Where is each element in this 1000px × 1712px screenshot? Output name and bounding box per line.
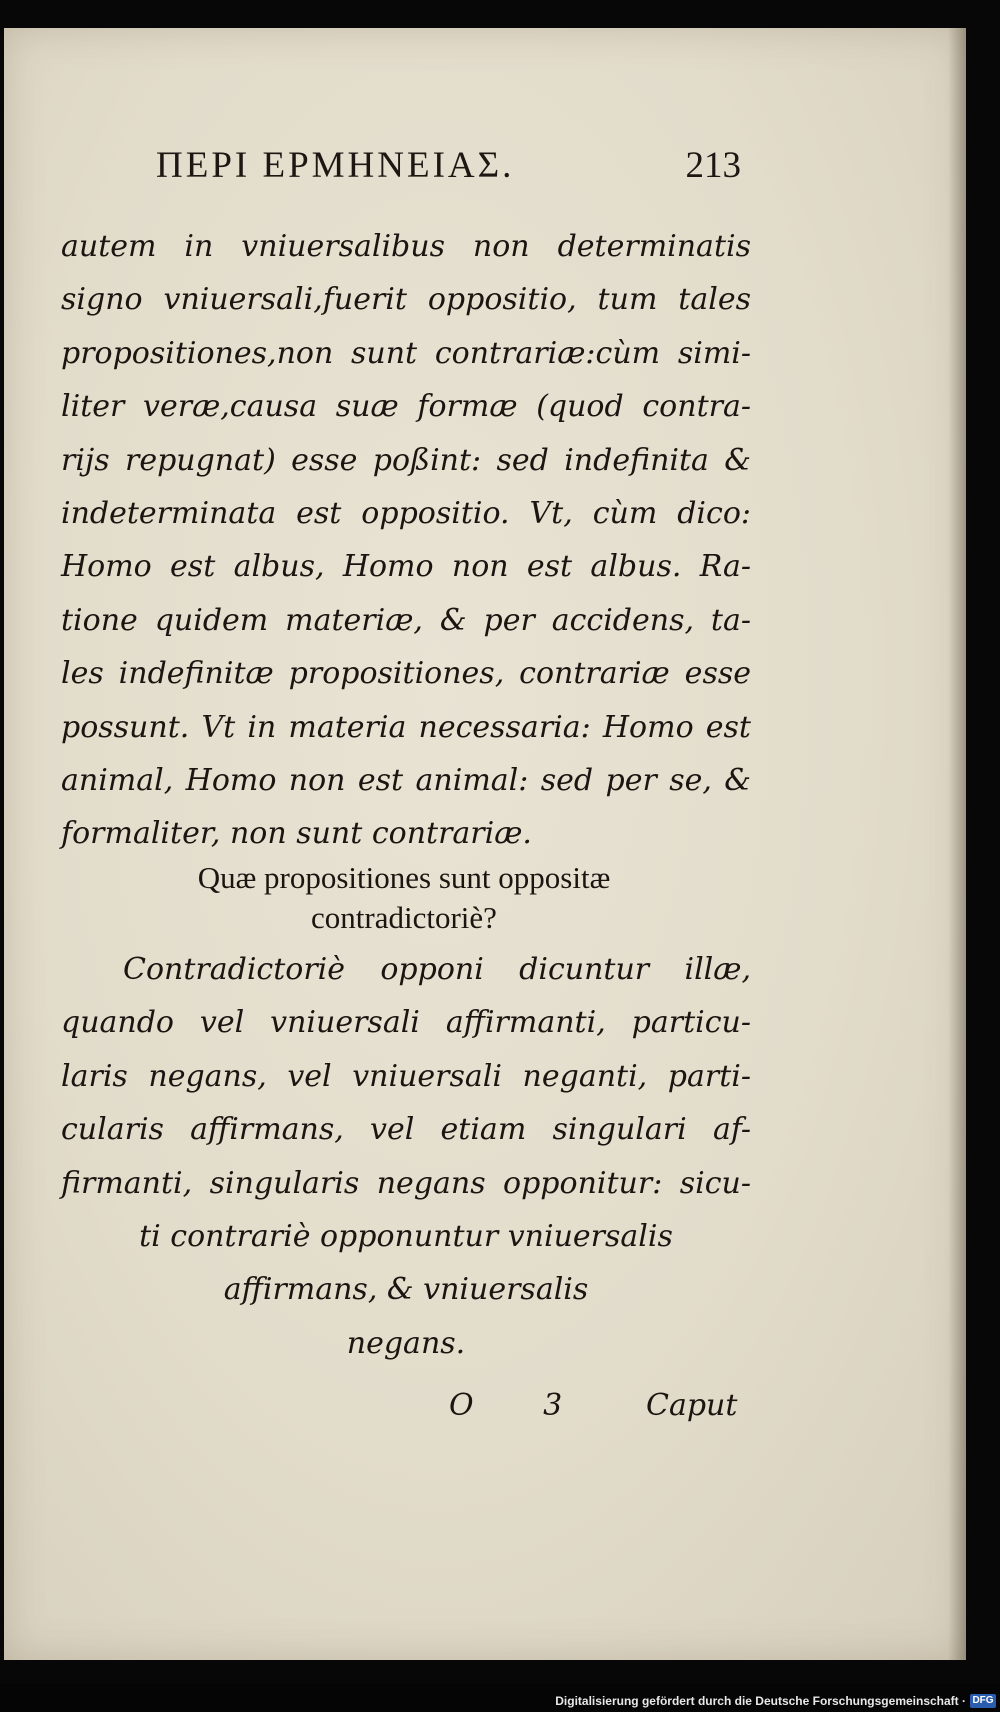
text-line: indeterminata est oppositio. Vt, cùm dico:: [61, 495, 751, 531]
text-line: affirmans, & vniuersalis: [223, 1272, 589, 1308]
body-paragraph-2: [61, 943, 751, 1370]
text-line: signo vniuersali,fuerit oppositio, tum tales: [61, 282, 751, 318]
signature-mark: O 3: [449, 1388, 593, 1423]
text-line: les indefinitæ propositiones, contrariæ esse: [61, 656, 751, 692]
catchword: Caput: [646, 1388, 738, 1423]
page-number: 213: [685, 145, 741, 186]
text-line: animal, Homo non est animal: sed per se, &: [61, 762, 751, 798]
body-paragraph-1: [61, 220, 751, 861]
text-line: laris negans, vel vniuersali neganti, parti-: [61, 1058, 751, 1094]
text-line: autem in vniuersalibus non determinatis: [61, 229, 751, 264]
page-header: [156, 144, 741, 204]
text-line: Contradictoriè opponi dicuntur illæ,: [123, 952, 751, 987]
text-line: formaliter, non sunt contrariæ.: [61, 816, 532, 852]
dfg-logo-icon: DFG: [970, 1694, 996, 1708]
text-line: liter veræ,causa suæ formæ (quod contra-: [61, 389, 751, 425]
digitization-credit: Digitalisierung gefördert durch die Deutsche Forschungsgemeinschaft ·: [555, 1694, 966, 1708]
section-heading-line: Quæ propositiones sunt oppositæ: [197, 860, 611, 895]
text-line: rijs repugnat) esse poßint: sed indefinita &: [61, 442, 751, 478]
section-heading-line: contradictoriè?: [311, 900, 497, 935]
text-line: negans.: [346, 1325, 466, 1361]
text-line: ti contrariè opponuntur vniuersalis: [139, 1218, 673, 1254]
page-footer: [4, 1388, 966, 1438]
text-line: tione quidem materiæ, & per accidens, ta-: [61, 602, 751, 638]
text-line: Homo est albus, Homo non est albus. Ra-: [61, 549, 751, 585]
scan-footer-bar: [0, 1684, 1000, 1712]
text-line: firmanti, singularis negans opponitur: sicu-: [61, 1165, 751, 1201]
text-line: quando vel vniuersali affirmanti, particu-: [61, 1005, 751, 1041]
running-head: ΠΕΡΙ ΕΡΜΗΝΕΙΑΣ.: [156, 145, 515, 186]
text-line: possunt. Vt in materia necessaria: Homo est: [61, 709, 751, 745]
text-line: propositiones,non sunt contrariæ:cùm simi-: [61, 335, 751, 371]
text-line: cularis affirmans, vel etiam singulari af-: [61, 1112, 751, 1148]
section-heading: [104, 858, 704, 938]
book-page: [4, 28, 966, 1660]
